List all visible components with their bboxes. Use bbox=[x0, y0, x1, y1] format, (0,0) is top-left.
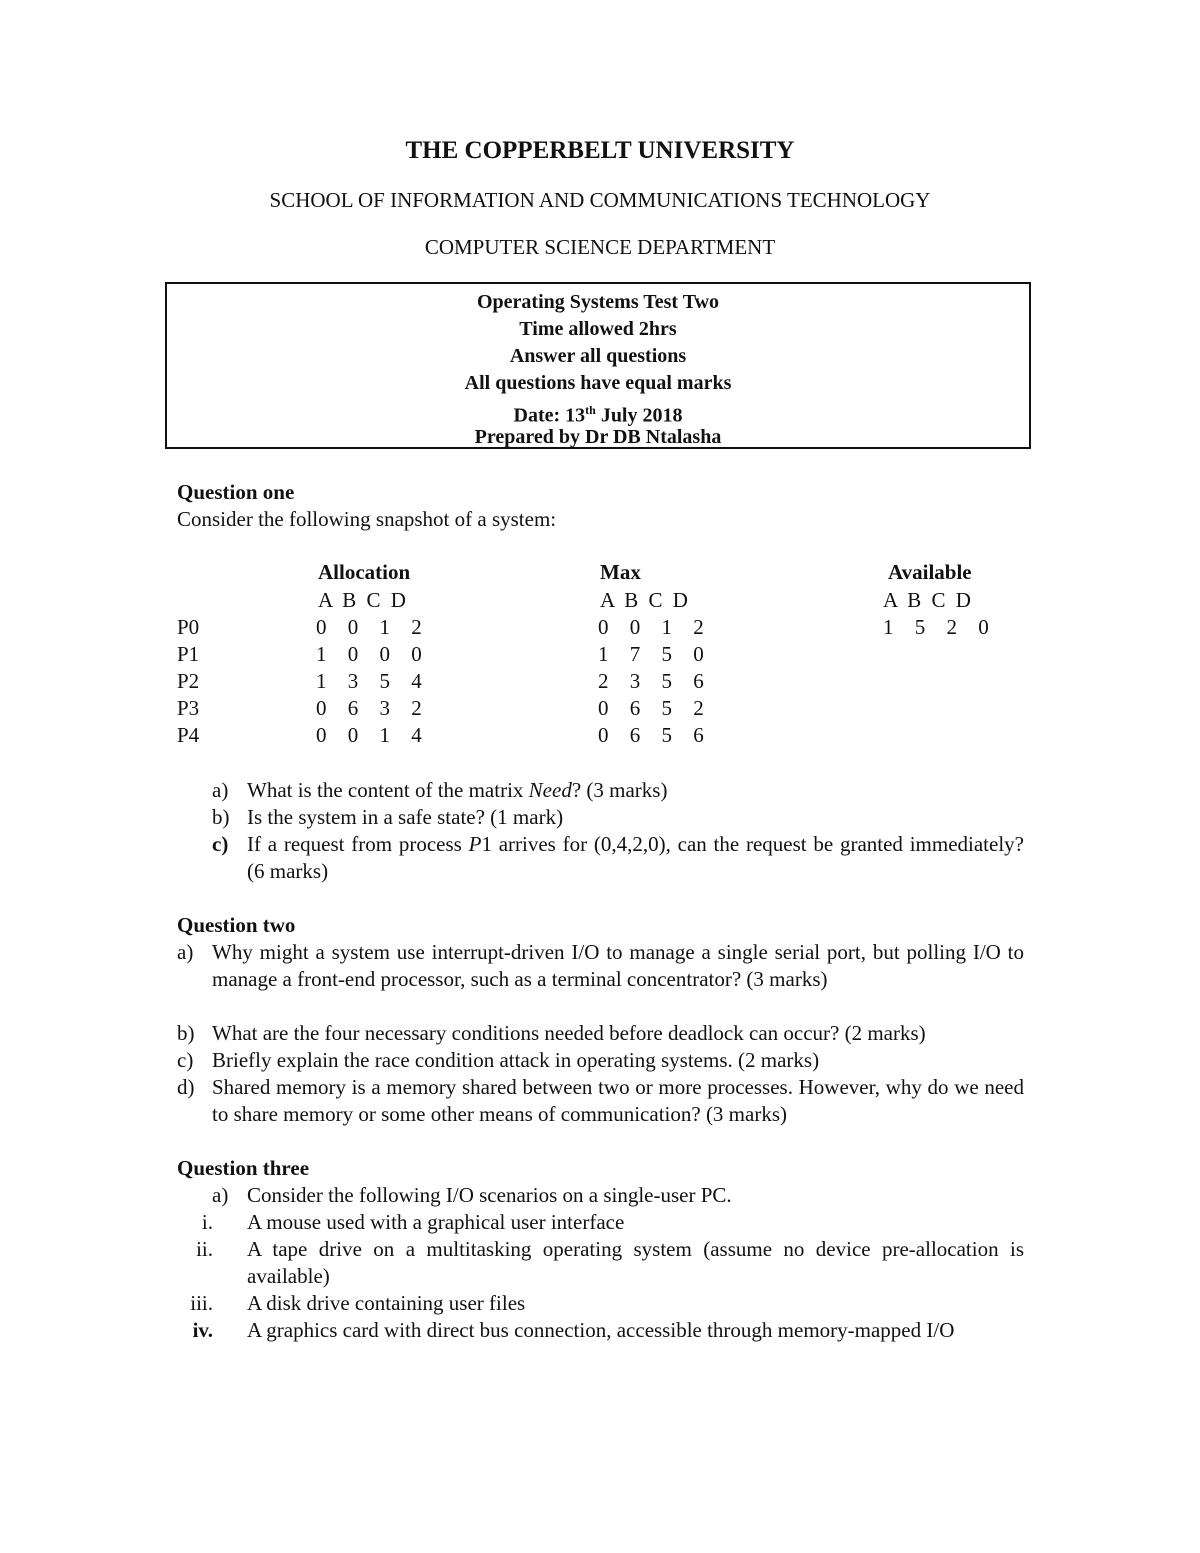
row-allocation: 1 3 5 4 bbox=[316, 669, 430, 693]
item-label: a) bbox=[212, 778, 229, 802]
q3-roman-item bbox=[173, 1209, 1024, 1236]
row-max: 0 0 1 2 bbox=[598, 615, 712, 639]
q1-item-b bbox=[212, 804, 1024, 831]
item-label: d) bbox=[177, 1075, 195, 1099]
text-part: 1 arrives for (0,4,2,0), can the request be granted immediately? (6 marks) bbox=[247, 832, 1024, 883]
item-text: Why might a system use interrupt-driven I/O to manage a single serial port, but polling I/O to manage a front-end processor, such as a terminal concentrator? (3 marks) bbox=[212, 940, 1024, 991]
text-emphasis: P bbox=[468, 832, 482, 856]
marks-note: All questions have equal marks bbox=[464, 372, 732, 394]
item-label: ii. bbox=[196, 1237, 213, 1261]
q2-item-b bbox=[177, 1020, 1024, 1047]
text-part: What is the content of the matrix bbox=[247, 778, 529, 802]
item-text: Consider the following I/O scenarios on a single-user PC. bbox=[247, 1183, 732, 1207]
row-max: 0 6 5 2 bbox=[598, 696, 712, 720]
header-allocation: Allocation bbox=[318, 560, 411, 584]
item-label: iv. bbox=[192, 1318, 213, 1342]
instruction: Answer all questions bbox=[509, 345, 687, 367]
header-available: Available bbox=[888, 560, 972, 584]
date-sup: th bbox=[585, 403, 596, 417]
row-max: 2 3 5 6 bbox=[598, 669, 712, 693]
exam-info-box bbox=[165, 282, 1031, 449]
row-allocation: 0 0 1 4 bbox=[316, 723, 430, 747]
item-text: A disk drive containing user files bbox=[247, 1291, 526, 1315]
item-text: A graphics card with direct bus connection, accessible through memory-mapped I/O bbox=[247, 1318, 955, 1342]
row-process: P4 bbox=[177, 723, 200, 747]
row-allocation: 0 0 1 2 bbox=[316, 615, 430, 639]
item-text bbox=[247, 777, 1024, 804]
item-label: iii. bbox=[190, 1291, 213, 1315]
row-process: P3 bbox=[177, 696, 200, 720]
row-allocation: 1 0 0 0 bbox=[316, 642, 430, 666]
item-text bbox=[247, 831, 1024, 885]
department-name: COMPUTER SCIENCE DEPARTMENT bbox=[424, 235, 776, 259]
q2-item-a bbox=[177, 939, 1024, 1020]
date-prefix: Date: 13 bbox=[513, 404, 586, 427]
item-label: b) bbox=[212, 805, 230, 829]
course-title: Operating Systems Test Two bbox=[476, 291, 720, 313]
item-text: A tape drive on a multitasking operating system (assume no device pre-allocation is available) bbox=[247, 1237, 1024, 1288]
q3-roman-item bbox=[173, 1290, 1024, 1317]
q2-title: Question two bbox=[177, 913, 296, 937]
item-text: Briefly explain the race condition attack in operating systems. (2 marks) bbox=[212, 1048, 820, 1072]
item-label: a) bbox=[212, 1183, 229, 1207]
date-suffix: July 2018 bbox=[595, 404, 683, 427]
row-allocation: 0 6 3 2 bbox=[316, 696, 430, 720]
q1-item-c bbox=[212, 831, 1024, 885]
q3-roman-item bbox=[173, 1317, 1024, 1371]
text-emphasis: Need bbox=[528, 778, 572, 802]
q3-item-a bbox=[212, 1182, 1024, 1209]
time-allowed: Time allowed 2hrs bbox=[519, 318, 677, 340]
q3-roman-item bbox=[173, 1236, 1024, 1290]
row-process: P0 bbox=[177, 615, 200, 639]
item-label: a) bbox=[177, 940, 194, 964]
item-text: A mouse used with a graphical user interface bbox=[247, 1210, 625, 1234]
text-part: If a request from process bbox=[247, 832, 469, 856]
row-max: 1 7 5 0 bbox=[598, 642, 712, 666]
subheader-max: A B C D bbox=[600, 588, 689, 612]
q1-item-a bbox=[212, 777, 1024, 804]
subheader-allocation: A B C D bbox=[318, 588, 407, 612]
prepared-by: Prepared by Dr DB Ntalasha bbox=[474, 426, 722, 448]
item-text: Shared memory is a memory shared between two or more processes. However, why do we need to share memory or some other means of communication? (3 marks) bbox=[212, 1075, 1024, 1126]
item-label: i. bbox=[201, 1210, 213, 1234]
row-process: P1 bbox=[177, 642, 200, 666]
text-part: ? (3 marks) bbox=[571, 778, 668, 802]
q2-item-c bbox=[177, 1047, 1024, 1074]
row-process: P2 bbox=[177, 669, 200, 693]
exam-date bbox=[167, 397, 1029, 427]
q3-title: Question three bbox=[177, 1156, 310, 1180]
q1-title: Question one bbox=[177, 480, 295, 504]
q2-item-d bbox=[177, 1074, 1024, 1128]
item-text: What are the four necessary conditions needed before deadlock can occur? (2 marks) bbox=[212, 1021, 926, 1045]
subheader-available: A B C D bbox=[883, 588, 972, 612]
item-text: Is the system in a safe state? (1 mark) bbox=[247, 805, 564, 829]
university-title: THE COPPERBELT UNIVERSITY bbox=[405, 137, 795, 164]
q1-intro: Consider the following snapshot of a system: bbox=[177, 507, 557, 531]
item-label: c) bbox=[212, 832, 229, 856]
item-label: b) bbox=[177, 1021, 195, 1045]
header-max: Max bbox=[600, 560, 641, 584]
row-max: 0 6 5 6 bbox=[598, 723, 712, 747]
item-label: c) bbox=[177, 1048, 194, 1072]
row-available: 1 5 2 0 bbox=[883, 615, 997, 639]
school-name: SCHOOL OF INFORMATION AND COMMUNICATIONS TECHNOLOGY bbox=[269, 188, 931, 212]
